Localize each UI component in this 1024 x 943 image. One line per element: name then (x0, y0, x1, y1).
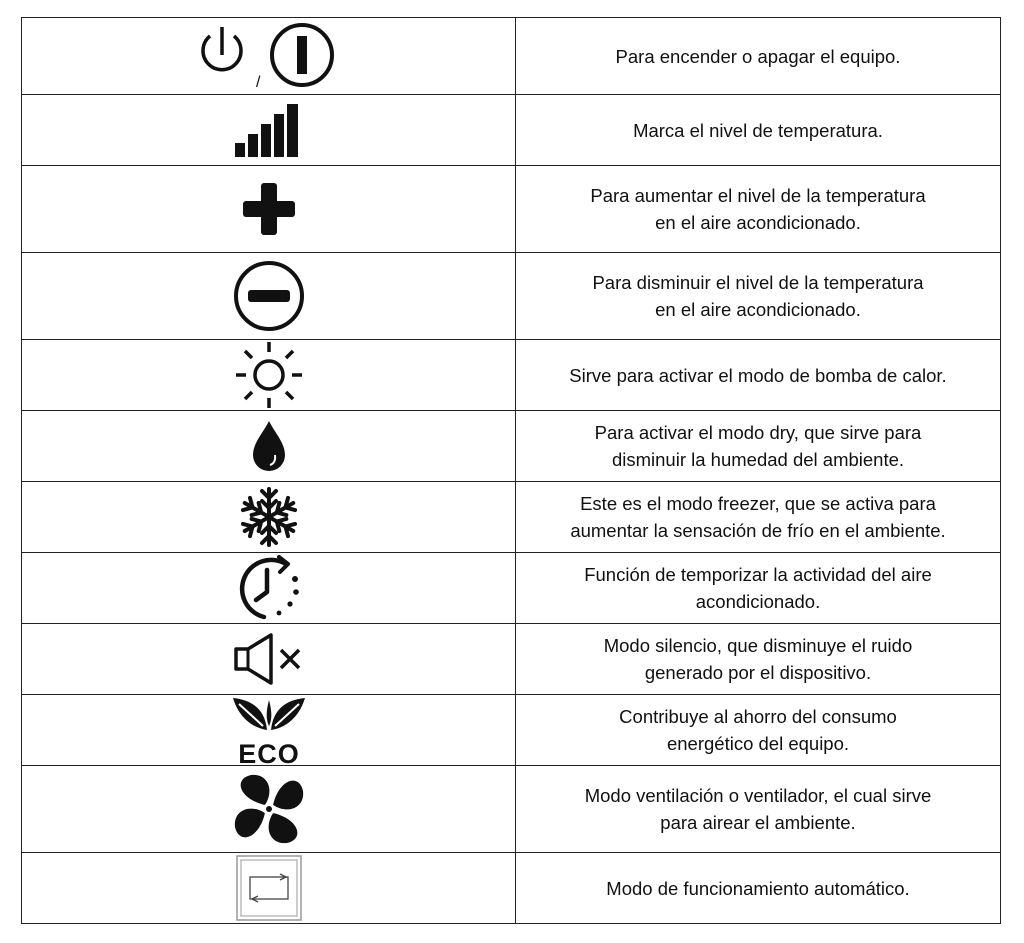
description-line: disminuir la humedad del ambiente. (611, 449, 905, 470)
description-line: aumentar la sensación de frío en el ambiente. (570, 520, 946, 541)
svg-text:/: / (255, 74, 260, 91)
table-row (22, 766, 1001, 853)
description-line: generado por el dispositivo. (644, 662, 872, 683)
description-line: Para encender o apagar el equipo. (615, 45, 901, 67)
description-line: Modo silencio, que disminuye el ruido (603, 635, 913, 656)
description-cell (516, 482, 1001, 553)
icon-cell (22, 482, 516, 553)
description-line: Marca el nivel de temperatura. (633, 119, 883, 141)
table-row (22, 695, 1001, 766)
table-row (22, 253, 1001, 340)
icon-cell (22, 766, 516, 853)
table-row (22, 624, 1001, 695)
table-row (22, 95, 1001, 166)
icon-cell (22, 340, 516, 411)
description-cell (516, 624, 1001, 695)
table-row (22, 853, 1001, 924)
eco-label: ECO (237, 739, 300, 769)
signal-bars-icon (233, 103, 305, 157)
description-line: en el aire acondicionado. (655, 299, 861, 320)
description-line: energético del equipo. (666, 733, 850, 754)
description-cell (516, 166, 1001, 253)
description-line: acondicionado. (695, 591, 821, 612)
icon-cell (22, 18, 516, 95)
description-line: Para aumentar el nivel de la temperatura (590, 185, 926, 206)
fan-icon (234, 773, 304, 845)
description-cell (516, 695, 1001, 766)
description-line: Para disminuir el nivel de la temperatura (592, 272, 924, 293)
icon-cell (22, 253, 516, 340)
auto-mode-icon (236, 855, 302, 921)
description-cell (516, 18, 1001, 95)
description-line: para airear el ambiente. (660, 812, 856, 833)
power-icon (194, 23, 344, 89)
description-cell (516, 553, 1001, 624)
icon-cell (22, 411, 516, 482)
table-row (22, 482, 1001, 553)
icon-cell (22, 166, 516, 253)
description-cell (516, 766, 1001, 853)
plus-icon (241, 181, 297, 237)
description-line: en el aire acondicionado. (655, 212, 861, 233)
icon-cell (22, 95, 516, 166)
description-line: Sirve para activar el modo de bomba de calor. (569, 364, 947, 386)
description-line: Para activar el modo dry, que sirve para (594, 422, 922, 443)
water-drop-icon (249, 419, 289, 473)
icon-cell (22, 853, 516, 924)
description-line: Modo ventilación o ventilador, el cual sirve (584, 785, 932, 806)
eco-leaf-icon (231, 696, 307, 769)
description-cell (516, 853, 1001, 924)
description-line: Este es el modo freezer, que se activa para (580, 493, 936, 514)
mute-speaker-icon (233, 633, 305, 685)
table-row (22, 340, 1001, 411)
table-row (22, 553, 1001, 624)
table-row (22, 18, 1001, 95)
snowflake-icon (238, 486, 300, 548)
description-cell (516, 340, 1001, 411)
description-line: Función de temporizar la actividad del aire (584, 564, 932, 585)
description-cell (516, 253, 1001, 340)
icon-cell (22, 695, 516, 769)
description-cell (516, 95, 1001, 166)
sun-icon (234, 340, 304, 410)
timer-icon (234, 555, 304, 621)
table-row (22, 166, 1001, 253)
minus-circle-icon (233, 260, 305, 332)
icon-legend-table (21, 17, 1001, 924)
description-cell (516, 411, 1001, 482)
description-line: Modo de funcionamiento automático. (606, 877, 910, 899)
icon-cell (22, 553, 516, 624)
icon-cell (22, 624, 516, 695)
description-line: Contribuye al ahorro del consumo (619, 706, 897, 727)
table-row (22, 411, 1001, 482)
